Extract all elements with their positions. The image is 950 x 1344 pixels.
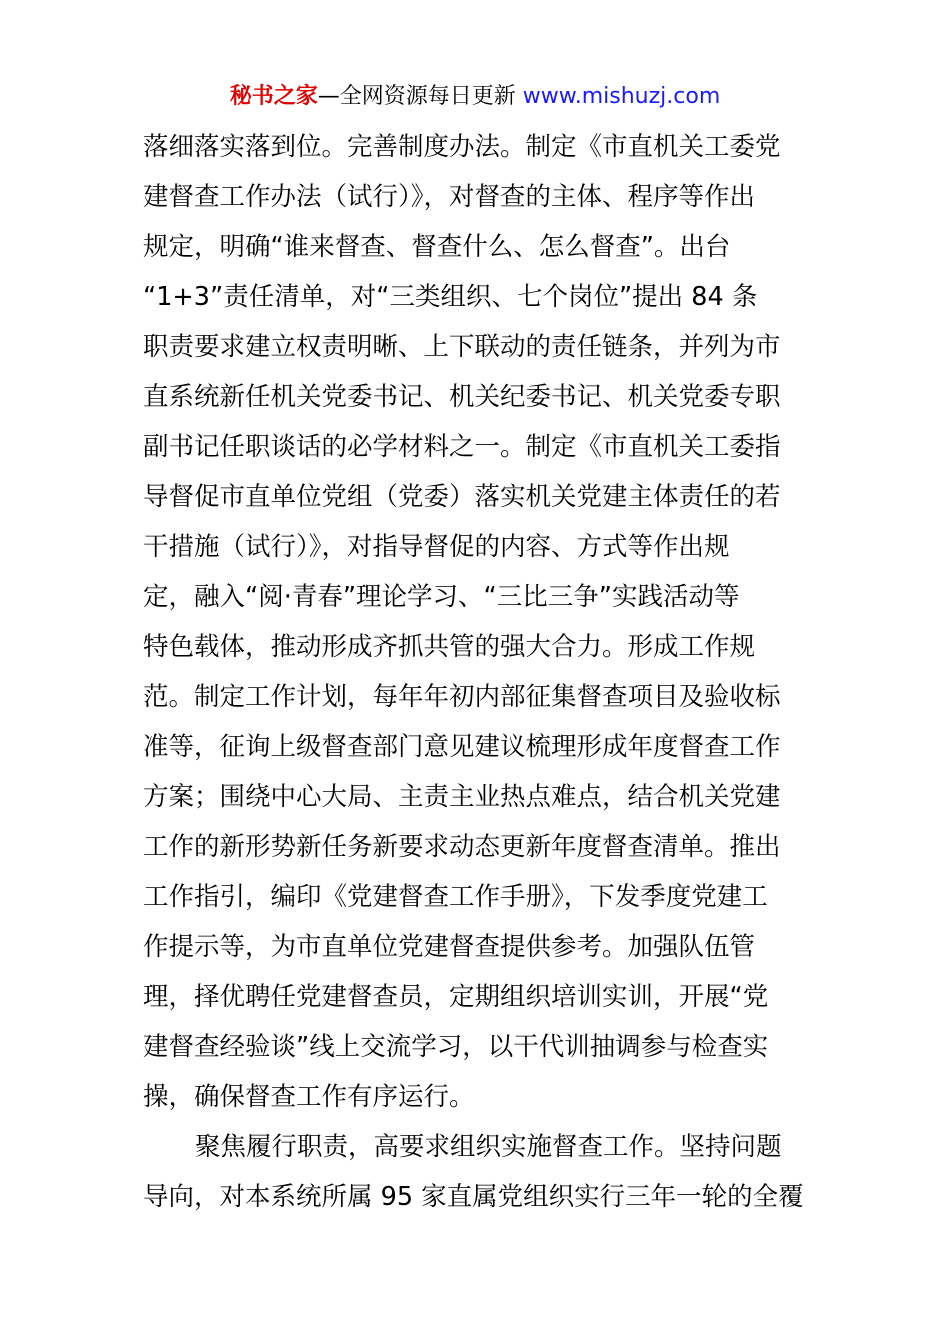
text-line: 落细落实落到位。完善制度办法。制定《市直机关工委党	[143, 132, 781, 162]
text-line: 方案；围绕中心大局、主责主业热点难点，结合机关党建	[143, 782, 781, 812]
site-header	[0, 81, 950, 113]
text-line: 建督查工作办法（试行）》，对督查的主体、程序等作出	[143, 182, 756, 212]
site-url-link[interactable]: www.mishuzj.com	[522, 84, 721, 109]
text-line: 理，择优聘任党建督查员，定期组织培训实训，开展“党	[143, 982, 769, 1012]
text-line: 导督促市直单位党组（党委）落实机关党建主体责任的若	[143, 482, 781, 512]
text-line: “1+3”责任清单，对“三类组织、七个岗位”提出 84 条	[143, 282, 758, 312]
text-line: 特色载体，推动形成齐抓共管的强大合力。形成工作规	[143, 632, 756, 662]
text-line: 导向，对本系统所属 95 家直属党组织实行三年一轮的全覆	[143, 1182, 804, 1212]
text-line: 工作指引，编印《党建督查工作手册》，下发季度党建工	[143, 882, 768, 912]
text-line: 直系统新任机关党委书记、机关纪委书记、机关党委专职	[143, 382, 781, 412]
site-brand: 秘书之家	[229, 84, 318, 109]
text-line: 职责要求建立权责明晰、上下联动的责任链条，并列为市	[143, 332, 781, 362]
text-line: 操，确保督查工作有序运行。	[143, 1082, 475, 1112]
text-line: 副书记任职谈话的必学材料之一。制定《市直机关工委指	[143, 432, 781, 462]
text-line: 工作的新形势新任务新要求动态更新年度督查清单。推出	[143, 832, 781, 862]
text-line: 范。制定工作计划，每年年初内部征集督查项目及验收标	[143, 682, 781, 712]
paragraph-start-line: 聚焦履行职责，高要求组织实施督查工作。坚持问题	[195, 1132, 782, 1162]
text-line: 作提示等，为市直单位党建督查提供参考。加强队伍管	[143, 932, 756, 962]
text-line: 准等，征询上级督查部门意见建议梳理形成年度督查工作	[143, 732, 781, 762]
text-line: 规定，明确“谁来督查、督查什么、怎么督查”。出台	[143, 232, 731, 262]
site-tagline: —全网资源每日更新	[317, 84, 516, 109]
text-line: 定，融入“阅·青春”理论学习、“三比三争”实践活动等	[143, 582, 740, 612]
body-text	[143, 122, 813, 1222]
text-line: 干措施（试行）》，对指导督促的内容、方式等作出规	[143, 532, 730, 562]
text-line: 建督查经验谈”线上交流学习，以干代训抽调参与检查实	[143, 1032, 769, 1062]
